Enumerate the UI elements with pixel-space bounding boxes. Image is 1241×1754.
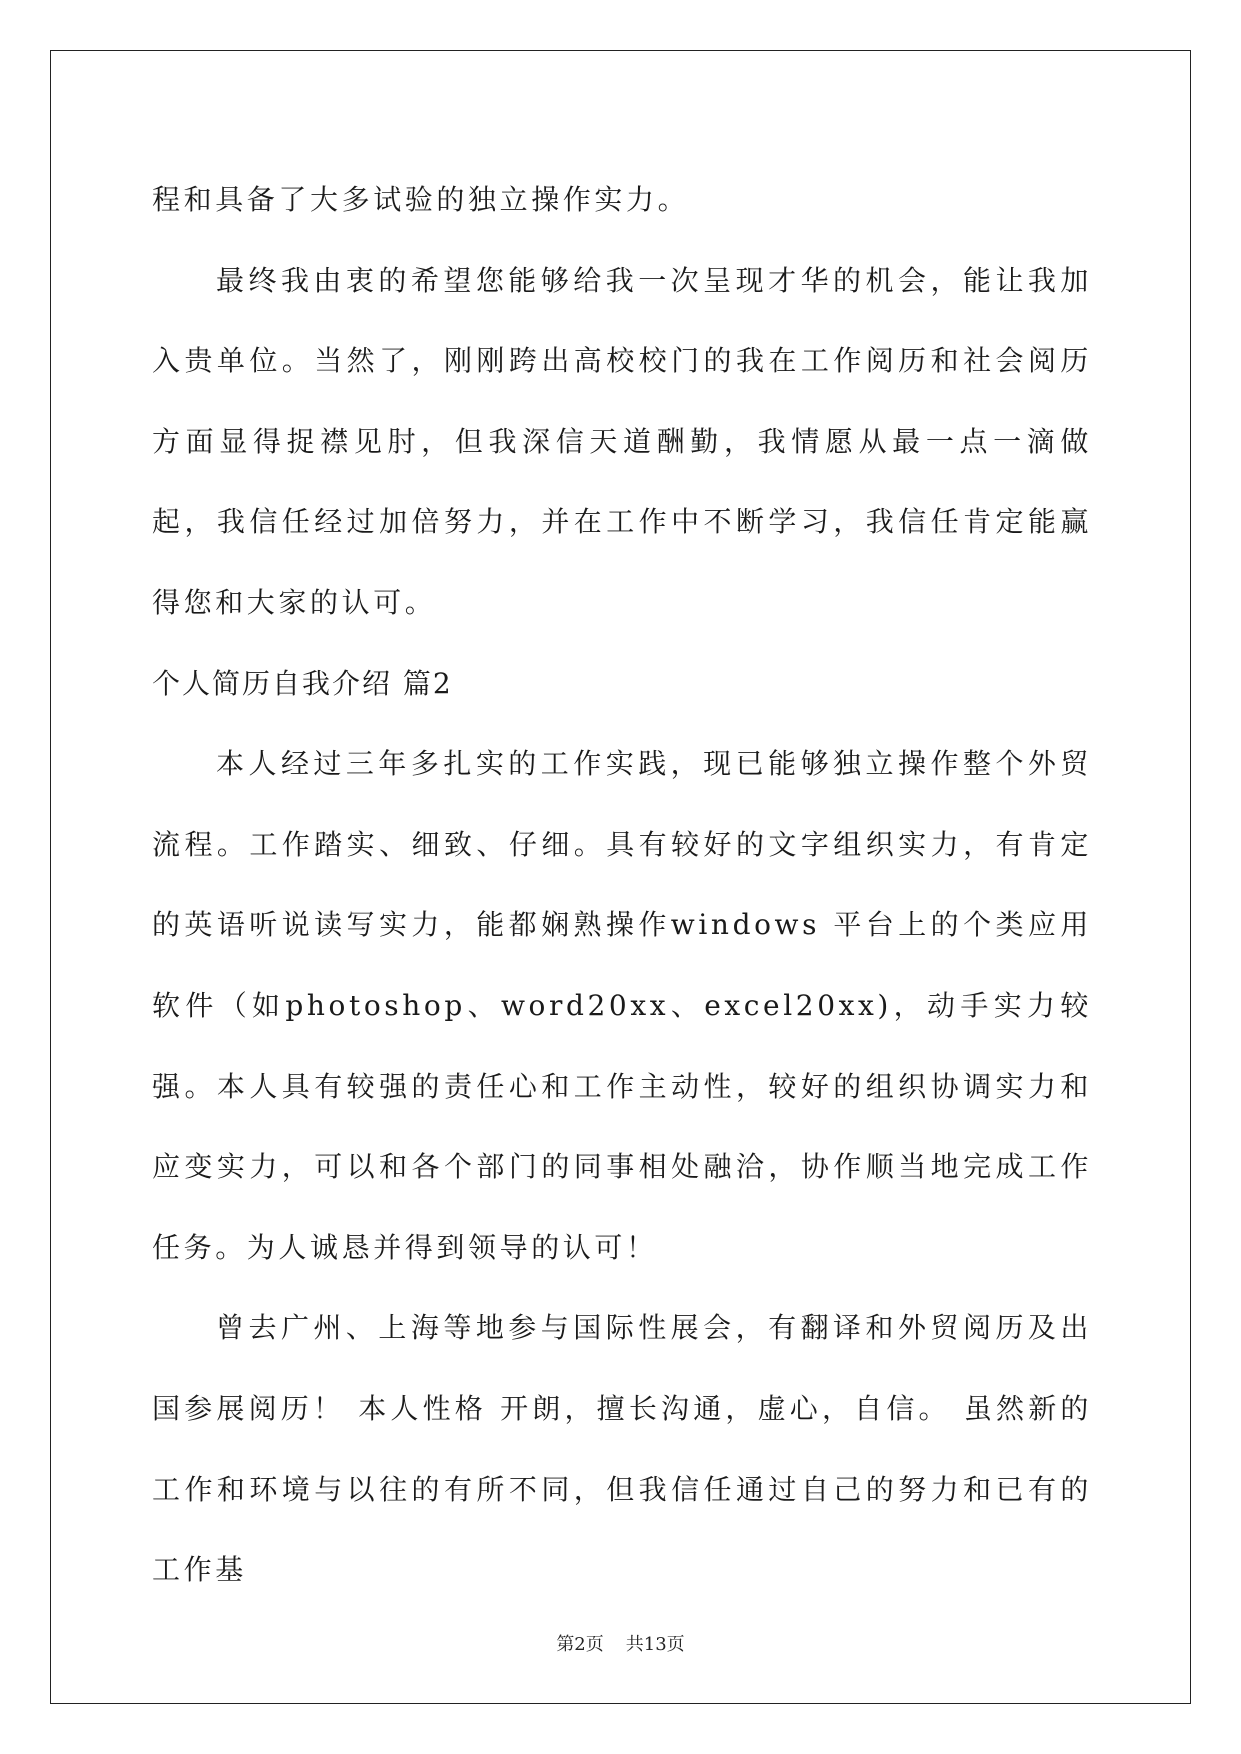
paragraph-exhibitions: 曾去广州、上海等地参与国际性展会，有翻译和外贸阅历及出国参展阅历！ 本人性格 开朗，擅长沟通，虚心，自信。 虽然新的工作和环境与以往的有所不同，但我信任通过自己的努力和已有的工作基 <box>152 1311 1092 1587</box>
page-total: 共13页 <box>625 1634 685 1655</box>
document-body <box>152 160 1092 1611</box>
page-footer <box>0 1630 1241 1656</box>
paragraph-continued: 程和具备了大多试验的独立操作实力。 <box>152 183 690 216</box>
section-heading: 个人简历自我介绍 篇2 <box>152 666 453 700</box>
paragraph-closing-wish: 最终我由衷的希望您能够给我一次呈现才华的机会，能让我加入贵单位。当然了，刚刚跨出高校校门的我在工作阅历和社会阅历方面显得捉襟见肘，但我深信天道酬勤，我情愿从最一点一滴做起，我信任经过加倍努力，并在工作中不断学习，我信任肯定能赢得您和大家的认可。 <box>152 263 1092 619</box>
paragraph-work-experience: 本人经过三年多扎实的工作实践，现已能够独立操作整个外贸流程。工作踏实、细致、仔细。具有较好的文字组织实力，有肯定的英语听说读写实力，能都娴熟操作windows 平台上的个类应用软件（如photoshop、word20xx、excel20xx)，动手实力较强。本人具有较强的责任心和工作主动性，较好的组织协调实力和应变实力，可以和各个部门的同事相处融洽，协作顺当地完成工作任务。为人诚恳并得到领导的认可！ <box>152 747 1092 1264</box>
page-number: 第2页 <box>556 1634 604 1655</box>
